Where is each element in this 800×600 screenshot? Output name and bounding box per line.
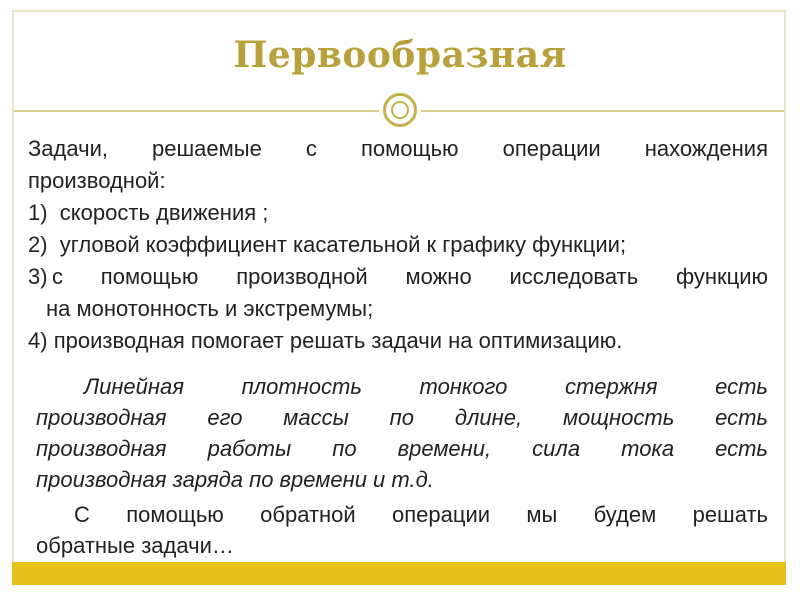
list-item-number: 4) [28, 328, 48, 353]
list-item-number: 2) [28, 232, 48, 257]
intro-line-1: Задачи, решаемые с помощью операции нахождения [28, 136, 768, 161]
list-item [28, 325, 768, 357]
circle-ornament-inner [391, 101, 409, 119]
closing-paragraph [36, 499, 768, 561]
italic-paragraph-line: производная работы по времени, сила тока есть [36, 436, 768, 461]
list-item [28, 229, 768, 261]
closing-paragraph-line: С помощью обратной операции мы будем решать [74, 502, 768, 527]
italic-paragraph [36, 371, 768, 495]
list-item [28, 261, 768, 293]
italic-paragraph-line: производная заряда по времени и т.д. [36, 467, 434, 492]
circle-ornament-icon [383, 93, 417, 127]
list-item-text: производная помогает решать задачи на оптимизацию. [53, 328, 623, 353]
list-item-text: угловой коэффициент касательной к графику функции; [59, 232, 627, 257]
italic-paragraph-line: производная его массы по длине, мощность есть [36, 405, 768, 430]
list-item-number: 1) [28, 200, 48, 225]
bottom-accent-bar [12, 562, 786, 585]
list-item-continuation: на монотонность и экстремумы; [46, 296, 374, 321]
list-item [28, 197, 768, 229]
list-item-number: 3) [28, 264, 48, 289]
divider-right [421, 110, 784, 112]
list-item-text: с помощью производной можно исследовать функцию [52, 264, 768, 289]
tasks-list [28, 133, 768, 357]
intro-line-2: производной: [28, 168, 166, 193]
closing-paragraph-line: обратные задачи… [36, 533, 234, 558]
divider-left [14, 110, 379, 112]
list-item-text: скорость движения ; [59, 200, 269, 225]
slide-title: Первообразная [233, 34, 567, 76]
italic-paragraph-line: Линейная плотность тонкого стержня есть [84, 374, 768, 399]
